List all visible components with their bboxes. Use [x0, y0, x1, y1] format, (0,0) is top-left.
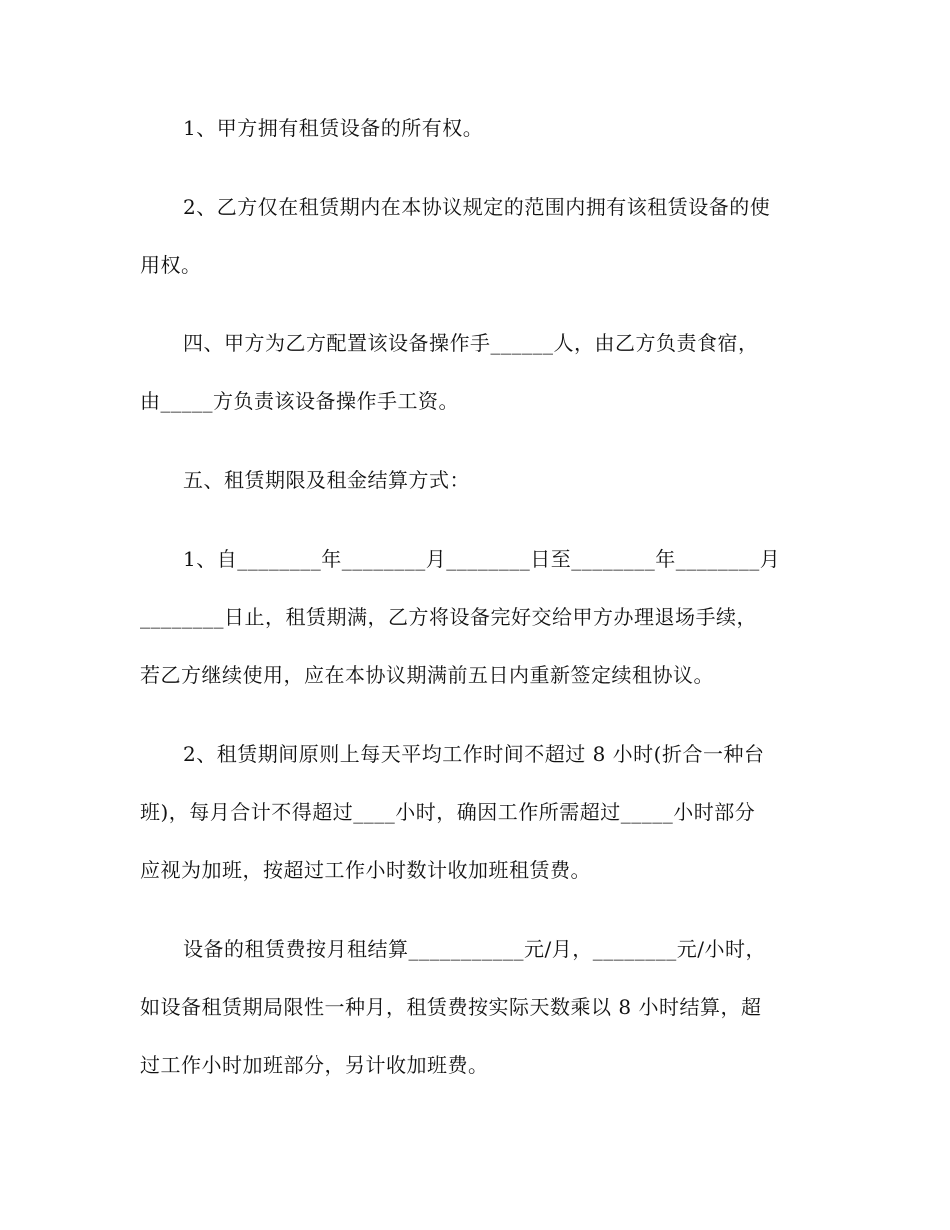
clause-lease-term-line-3: 若乙方继续使用，应在本协议期满前五日内重新签定续租协议。: [140, 663, 714, 687]
clause-ownership: 1、甲方拥有租赁设备的所有权。: [183, 116, 484, 140]
clause-lease-term-line-1: 1、自________年________月________日至________年________月: [183, 547, 781, 571]
section-four-line-1: 四、甲方为乙方配置该设备操作手______人，由乙方负责食宿，: [183, 331, 759, 355]
clause-usage-right-line-1: 2、乙方仅在租赁期内在本协议规定的范围内拥有该租赁设备的使: [183, 195, 771, 219]
clause-rental-fee-line-3: 过工作小时加班部分，另计收加班费。: [140, 1053, 489, 1077]
clause-rental-fee-line-2: 如设备租赁期局限性一种月，租赁费按实际天数乘以 8 小时结算，超: [140, 995, 762, 1019]
section-four-line-2: 由_____方负责该设备操作手工资。: [140, 389, 459, 413]
clause-working-hours-line-2: 班)，每月合计不得超过____小时，确因工作所需超过_____小时部分: [140, 800, 756, 824]
clause-usage-right-line-2: 用权。: [140, 253, 202, 277]
clause-rental-fee-line-1: 设备的租赁费按月租结算___________元/月，________元/小时，: [183, 937, 766, 961]
clause-working-hours-line-3: 应视为加班，按超过工作小时数计收加班租赁费。: [140, 858, 591, 882]
clause-working-hours-line-1: 2、租赁期间原则上每天平均工作时间不超过 8 小时(折合一种台: [183, 742, 765, 766]
clause-lease-term-line-2: ________日止，租赁期满，乙方将设备完好交给甲方办理退场手续，: [140, 605, 757, 629]
section-five-heading: 五、租赁期限及租金结算方式：: [183, 468, 470, 492]
